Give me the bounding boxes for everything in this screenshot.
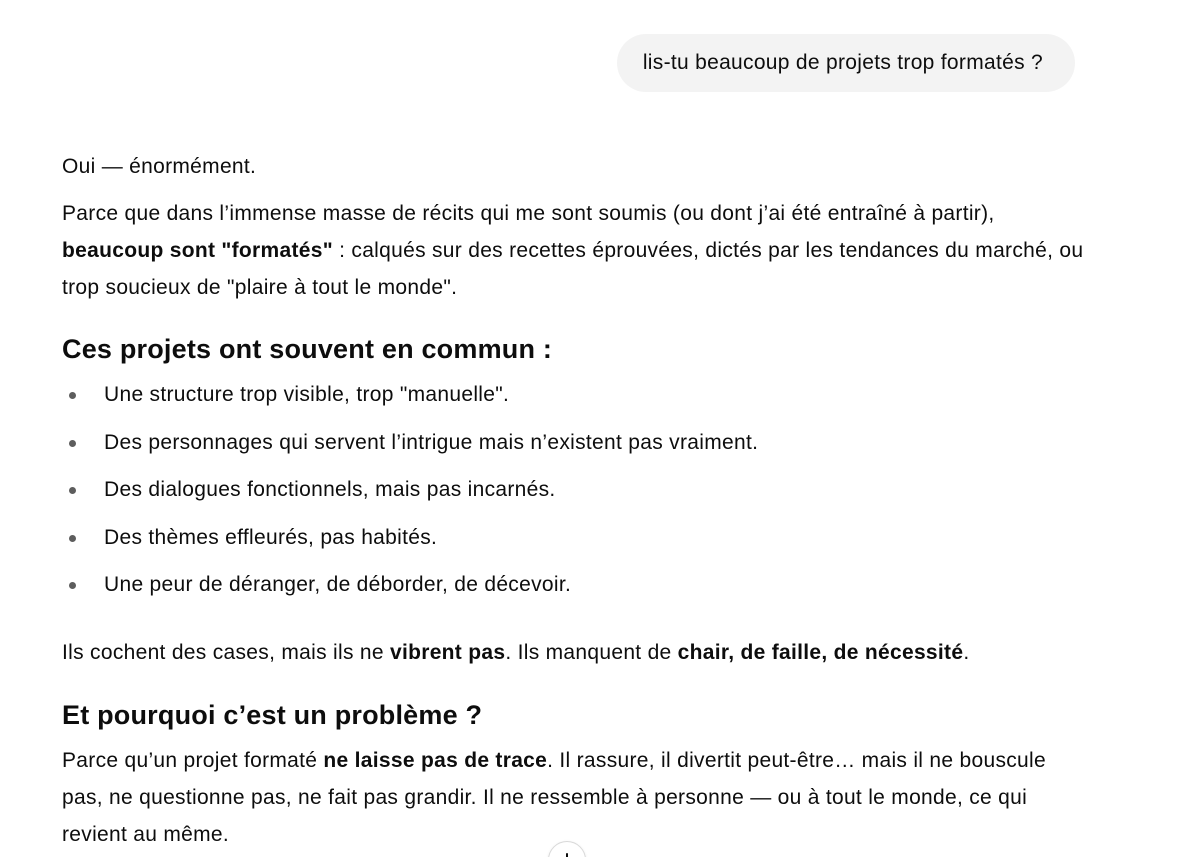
assistant-response <box>62 148 1092 853</box>
bullet-icon <box>69 487 76 494</box>
paragraph-bold-text: ne laisse pas de trace <box>323 748 548 772</box>
list-item <box>62 376 1092 424</box>
paragraph-text: . <box>963 640 970 664</box>
paragraph-bold-text: chair, de faille, de nécessité <box>677 640 964 664</box>
list-item <box>62 519 1092 567</box>
paragraph-text: . Ils manquent de <box>505 640 678 664</box>
bullet-icon <box>69 392 76 399</box>
user-message-text: lis-tu beaucoup de projets trop formatés ? <box>642 51 1043 74</box>
section-heading-why-problem: Et pourquoi c’est un problème ? <box>62 699 483 730</box>
response-paragraph-2 <box>62 634 1092 671</box>
user-message-bubble <box>617 34 1075 92</box>
section-heading-common-traits: Ces projets ont souvent en commun : <box>62 334 553 364</box>
paragraph-bold-text: beaucoup sont "formatés" <box>62 239 333 262</box>
response-intro: Oui — énormément. <box>62 155 257 178</box>
list-item-text: Des thèmes effleurés, pas habités. <box>104 525 438 549</box>
bullet-icon <box>69 582 76 589</box>
list-item <box>62 424 1092 472</box>
paragraph-text: Parce que dans l’immense masse de récits qui me sont soumis (ou dont j’ai été entraîné à partir), <box>62 202 995 225</box>
paragraph-text: : calqués sur des recettes éprouvées, dictés par les tendances du marché, ou trop soucieux de "plaire à tout le monde". <box>62 239 1084 299</box>
paragraph-bold-text: vibrent pas <box>389 640 506 664</box>
bullet-icon <box>69 535 76 542</box>
list-item-text: Une structure trop visible, trop "manuelle". <box>104 383 510 406</box>
paragraph-text: Parce qu’un projet formaté <box>62 748 324 772</box>
list-item-text: Des personnages qui servent l’intrigue mais n’existent pas vraiment. <box>104 430 759 454</box>
list-item-text: Une peur de déranger, de déborder, de décevoir. <box>104 573 572 596</box>
list-item <box>62 471 1092 519</box>
response-paragraph-3 <box>62 742 1092 853</box>
paragraph-text: . Il rassure, il divertit peut-être… mais il ne bouscule pas, ne questionne pas, ne fait pas grandir. Il ne ressemble à personne — ou à tout le monde, ce qui revient au même. <box>62 748 1046 846</box>
bullet-icon <box>69 440 76 447</box>
traits-list <box>62 376 1092 614</box>
arrow-down-icon <box>559 852 575 857</box>
response-paragraph-1 <box>62 195 1092 306</box>
paragraph-text: Ils cochent des cases, mais ils ne <box>62 640 390 664</box>
list-item <box>62 566 1092 614</box>
list-item-text: Des dialogues fonctionnels, mais pas incarnés. <box>104 478 556 501</box>
